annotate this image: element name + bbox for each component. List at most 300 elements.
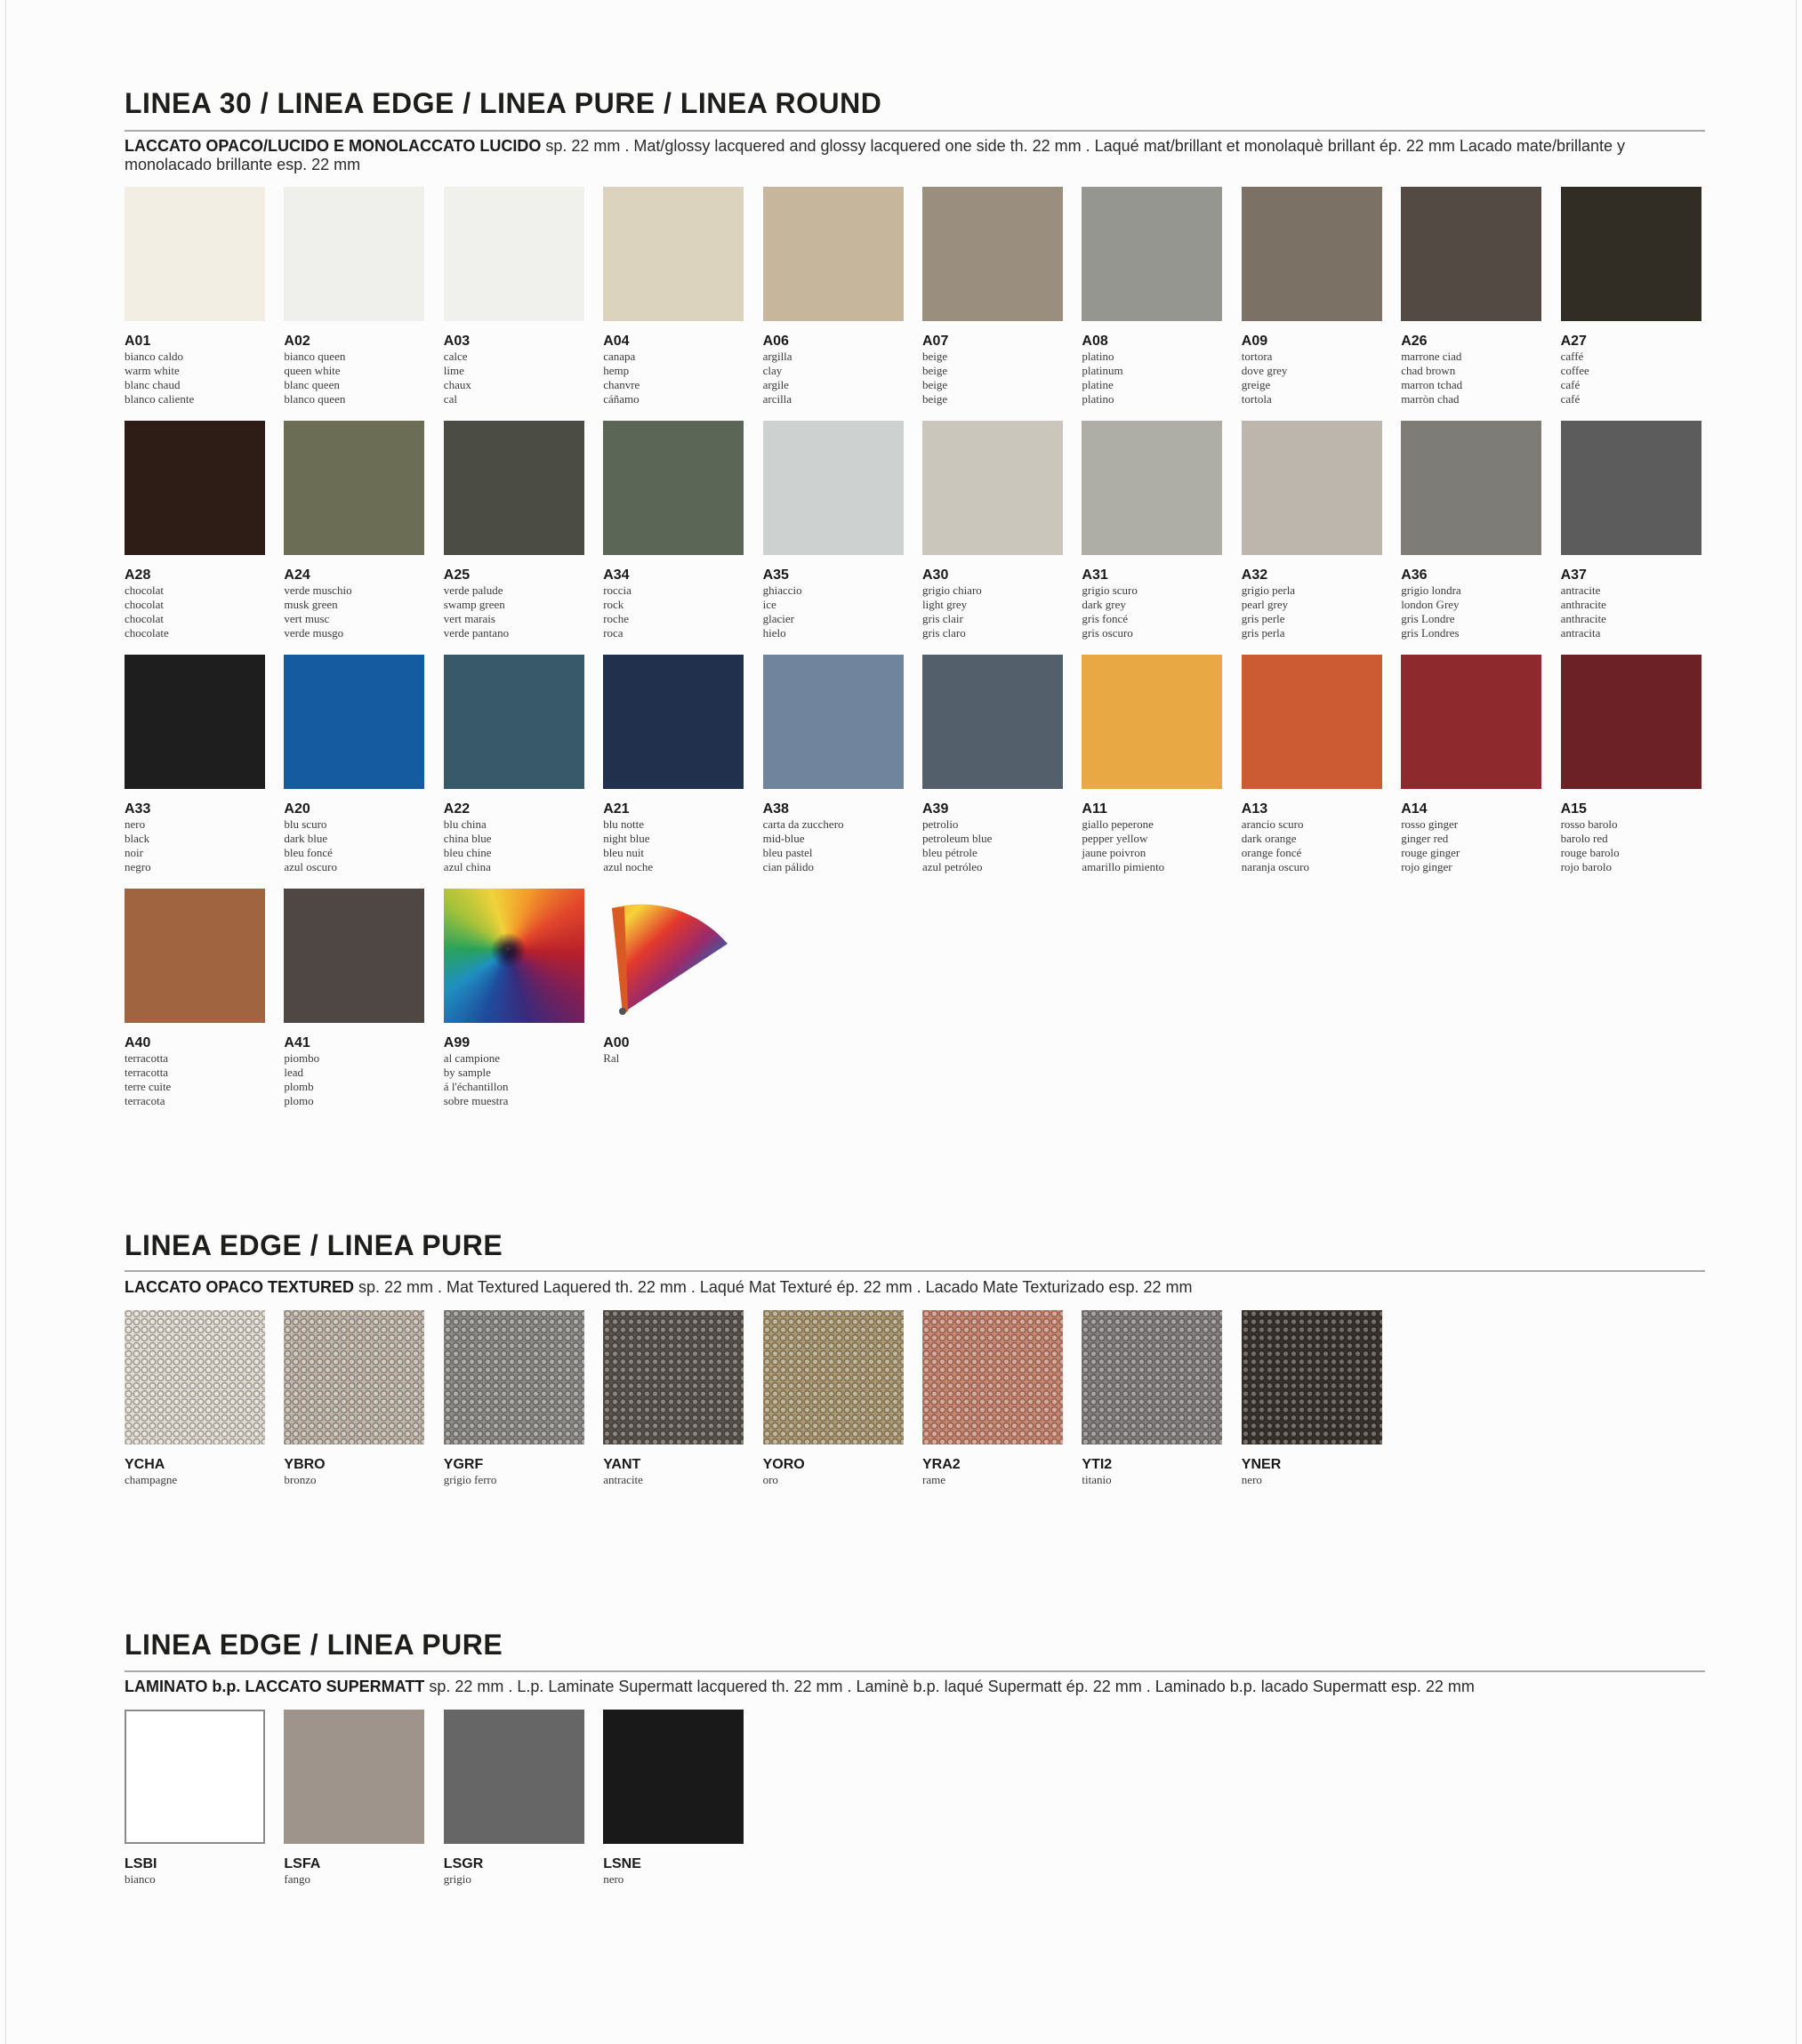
- color-chip: [922, 187, 1063, 321]
- swatch-name: vert musc: [284, 612, 330, 625]
- swatch-name: london Grey: [1401, 598, 1460, 611]
- swatch-name: gris Londre: [1401, 612, 1455, 625]
- swatch-name: noir: [125, 846, 143, 859]
- swatch-name: bianco caldo: [125, 350, 184, 363]
- swatch-name: champagne: [125, 1473, 178, 1486]
- swatch-a99: [444, 889, 604, 1108]
- swatch-lsgr: [444, 1710, 604, 1887]
- swatch-name: café: [1560, 392, 1581, 406]
- swatch-name: argile: [762, 378, 789, 391]
- swatch-code: A20: [284, 801, 310, 817]
- color-chip: [284, 1710, 424, 1844]
- swatch-code: YCHA: [125, 1457, 165, 1472]
- swatch-name: grigio perla: [1241, 583, 1296, 597]
- swatch-name: verde pantano: [443, 626, 510, 640]
- page-edge-right: [1796, 0, 1797, 2044]
- swatch-name: gris oscuro: [1082, 626, 1133, 640]
- swatch-name: verde muschio: [284, 583, 352, 597]
- swatch-name: petrolio: [922, 817, 959, 831]
- color-chip: [603, 187, 744, 321]
- swatch-name: bleu pastel: [762, 846, 813, 859]
- swatch-name: argilla: [762, 350, 792, 363]
- swatch-code: A99: [443, 1035, 471, 1050]
- swatch-name: calce: [443, 350, 468, 363]
- swatch-name: blu notte: [603, 817, 645, 831]
- color-chip: [1082, 421, 1222, 555]
- swatch-name: pearl grey: [1241, 598, 1289, 611]
- color-chip: [1561, 421, 1701, 555]
- color-chip: [1082, 187, 1222, 321]
- swatch-code: YGRF: [443, 1457, 484, 1472]
- swatch-code: A03: [443, 334, 471, 349]
- swatch-name: glacier: [762, 612, 794, 625]
- swatch-code: A32: [1241, 567, 1268, 583]
- swatch-code: A34: [603, 567, 630, 583]
- swatch-name: piombo: [284, 1051, 320, 1065]
- swatch-a02: [284, 187, 444, 406]
- swatch-ybro: [284, 1310, 444, 1487]
- swatch-a25: [444, 421, 604, 640]
- swatch-code: A00: [603, 1035, 630, 1050]
- swatch-name: arancio scuro: [1241, 817, 1304, 831]
- swatch-name: roccia: [603, 583, 632, 597]
- swatch-name: petroleum blue: [922, 832, 993, 845]
- color-chip: [763, 655, 904, 789]
- swatch-name: giallo peperone: [1082, 817, 1154, 831]
- section-title: LINEA EDGE / LINEA PURE: [125, 1229, 503, 1261]
- swatch-name: blanco queen: [284, 392, 346, 406]
- swatch-name: azul oscuro: [284, 860, 337, 873]
- swatch-name: china blue: [443, 832, 492, 845]
- swatch-name: titanio: [1082, 1473, 1112, 1486]
- color-chip: [1242, 187, 1382, 321]
- swatch-a41: [284, 889, 444, 1108]
- swatch-a20: [284, 655, 444, 874]
- swatch-code: A21: [603, 801, 630, 817]
- swatch-a26: [1401, 187, 1561, 406]
- swatch-name: antracite: [603, 1473, 643, 1486]
- swatch-name: verde musgo: [284, 626, 344, 640]
- swatch-code: A07: [922, 334, 949, 349]
- swatch-a28: [125, 421, 285, 640]
- swatch-name: blu scuro: [284, 817, 327, 831]
- swatch-code: A30: [922, 567, 949, 583]
- swatch-lsfa: [284, 1710, 444, 1887]
- swatch-name: swamp green: [443, 598, 505, 611]
- swatch-code: A15: [1560, 801, 1587, 817]
- swatch-name: bleu pétrole: [922, 846, 977, 859]
- color-chip: [284, 187, 424, 321]
- swatch-name: chocolate: [125, 626, 169, 640]
- swatch-name: antracita: [1560, 626, 1601, 640]
- swatch-name: grigio scuro: [1082, 583, 1138, 597]
- swatch-name: lead: [284, 1066, 304, 1079]
- swatch-code: A11: [1082, 801, 1107, 817]
- swatch-name: carta da zucchero: [762, 817, 844, 831]
- swatch-a00: [603, 889, 763, 1066]
- swatch-ygrf: [444, 1310, 604, 1487]
- swatch-ycha: [125, 1310, 285, 1487]
- swatch-a08: [1082, 187, 1242, 406]
- swatch-name: greige: [1241, 378, 1271, 391]
- swatch-name: platino: [1082, 392, 1114, 406]
- swatch-name: plomb: [284, 1080, 314, 1093]
- swatch-name: by sample: [443, 1066, 491, 1079]
- swatch-a38: [763, 655, 923, 874]
- swatch-code: LSBI: [125, 1856, 157, 1871]
- color-chip: [1242, 655, 1382, 789]
- color-chip: [1242, 1310, 1382, 1444]
- swatch-name: azul petróleo: [922, 860, 983, 873]
- swatch-name: marron tchad: [1401, 378, 1463, 391]
- swatch-name: ginger red: [1401, 832, 1449, 845]
- subtitle-bold: LACCATO OPACO/LUCIDO E MONOLACCATO LUCIDO: [125, 137, 542, 155]
- swatch-name: anthracite: [1560, 598, 1606, 611]
- section-divider: [125, 1270, 1705, 1272]
- swatch-code: YANT: [603, 1457, 641, 1472]
- swatch-name: terracotta: [125, 1051, 169, 1065]
- swatch-code: A26: [1401, 334, 1428, 349]
- swatch-name: rosso barolo: [1560, 817, 1618, 831]
- swatch-name: beige: [922, 350, 948, 363]
- swatch-a06: [763, 187, 923, 406]
- swatch-code: A09: [1241, 334, 1268, 349]
- page-edge-left: [5, 0, 6, 2044]
- swatch-name: bianco: [125, 1872, 156, 1886]
- color-chip: [1401, 421, 1541, 555]
- subtitle-bold: LACCATO OPACO TEXTURED: [125, 1278, 355, 1296]
- swatch-name: naranja oscuro: [1241, 860, 1309, 873]
- swatch-yner: [1242, 1310, 1402, 1487]
- swatch-name: rock: [603, 598, 624, 611]
- swatch-name: beige: [922, 364, 948, 377]
- swatch-a22: [444, 655, 604, 874]
- swatch-name: black: [125, 832, 150, 845]
- swatch-name: rojo ginger: [1401, 860, 1452, 873]
- swatch-name: gris clair: [922, 612, 963, 625]
- subtitle-bold: LAMINATO b.p. LACCATO SUPERMATT: [125, 1678, 425, 1695]
- swatch-name: nero: [603, 1872, 624, 1886]
- swatch-name: fango: [284, 1872, 310, 1886]
- swatch-code: A28: [125, 567, 151, 583]
- color-chip: [1082, 655, 1222, 789]
- swatch-name: bianco queen: [284, 350, 346, 363]
- swatch-name: grigio: [443, 1872, 471, 1886]
- swatch-code: LSGR: [443, 1856, 484, 1871]
- swatch-name: pepper yellow: [1082, 832, 1148, 845]
- swatch-name: warm white: [125, 364, 180, 377]
- swatch-name: lime: [443, 364, 464, 377]
- color-chip: [284, 889, 424, 1023]
- color-chip: [125, 187, 265, 321]
- swatch-name: amarillo pimiento: [1082, 860, 1165, 873]
- swatch-code: LSFA: [284, 1856, 321, 1871]
- swatch-code: A04: [603, 334, 630, 349]
- swatch-code: A25: [443, 567, 471, 583]
- swatch-code: YORO: [762, 1457, 805, 1472]
- swatch-name: grigio ferro: [443, 1473, 497, 1486]
- swatch-name: tortola: [1241, 392, 1272, 406]
- swatch-a15: [1561, 655, 1721, 874]
- swatch-name: beige: [922, 392, 948, 406]
- swatch-name: arcilla: [762, 392, 792, 406]
- swatch-a24: [284, 421, 444, 640]
- swatch-a13: [1242, 655, 1402, 874]
- swatch-name: cáñamo: [603, 392, 640, 406]
- section-subtitle: [125, 1278, 1690, 1297]
- swatch-name: canapa: [603, 350, 636, 363]
- color-chip: [1561, 655, 1701, 789]
- section-title: LINEA EDGE / LINEA PURE: [125, 1629, 503, 1661]
- swatch-yti2: [1082, 1310, 1242, 1487]
- swatch-name: nero: [125, 817, 146, 831]
- color-chip: [444, 421, 584, 555]
- swatch-name: rame: [922, 1473, 945, 1486]
- swatch-name: clay: [762, 364, 783, 377]
- swatch-name: gris Londres: [1401, 626, 1460, 640]
- swatch-a09: [1242, 187, 1402, 406]
- section-divider: [125, 1670, 1705, 1672]
- swatch-name: terre cuite: [125, 1080, 172, 1093]
- swatch-name: marrone ciad: [1401, 350, 1462, 363]
- swatch-name: dove grey: [1241, 364, 1288, 377]
- swatch-a07: [922, 187, 1082, 406]
- swatch-name: queen white: [284, 364, 341, 377]
- swatch-name: caffé: [1560, 350, 1584, 363]
- swatch-code: A31: [1082, 567, 1108, 583]
- swatch-name: dark blue: [284, 832, 328, 845]
- swatch-name: blanc chaud: [125, 378, 181, 391]
- color-chip: [1401, 655, 1541, 789]
- swatch-name: tortora: [1241, 350, 1273, 363]
- color-chip: [284, 421, 424, 555]
- swatch-code: YNER: [1241, 1457, 1282, 1472]
- swatch-name: terracotta: [125, 1066, 169, 1079]
- color-chip: [603, 1310, 744, 1444]
- swatch-code: A41: [284, 1035, 310, 1050]
- swatch-code: A38: [762, 801, 789, 817]
- swatch-name: hemp: [603, 364, 630, 377]
- color-chip: [444, 655, 584, 789]
- swatch-name: rouge ginger: [1401, 846, 1460, 859]
- swatch-a40: [125, 889, 285, 1108]
- swatch-yoro: [763, 1310, 923, 1487]
- swatch-code: A40: [125, 1035, 151, 1050]
- color-chip: [444, 1310, 584, 1444]
- swatch-name: bleu chine: [443, 846, 492, 859]
- swatch-code: A01: [125, 334, 151, 349]
- swatch-name: cal: [443, 392, 457, 406]
- swatch-code: YTI2: [1082, 1457, 1113, 1472]
- swatch-name: plomo: [284, 1094, 314, 1107]
- swatch-a33: [125, 655, 285, 874]
- swatch-name: chocolat: [125, 598, 165, 611]
- swatch-code: A36: [1401, 567, 1428, 583]
- color-chip: [125, 421, 265, 555]
- color-chip: [284, 1310, 424, 1444]
- swatch-name: rosso ginger: [1401, 817, 1459, 831]
- swatch-name: dark grey: [1082, 598, 1126, 611]
- swatch-code: A08: [1082, 334, 1108, 349]
- swatch-name: platinum: [1082, 364, 1123, 377]
- swatch-name: terracota: [125, 1094, 165, 1107]
- swatch-a35: [763, 421, 923, 640]
- swatch-a34: [603, 421, 763, 640]
- swatch-name: café: [1560, 378, 1581, 391]
- color-chip: [603, 421, 744, 555]
- color-chip: [763, 187, 904, 321]
- swatch-name: blanc queen: [284, 378, 340, 391]
- swatch-code: A27: [1560, 334, 1587, 349]
- ral-fan-deck-image: [603, 889, 744, 1023]
- swatch-name: musk green: [284, 598, 338, 611]
- color-chip: [1561, 187, 1701, 321]
- swatch-name: ghiaccio: [762, 583, 802, 597]
- color-chip: [1082, 1310, 1222, 1444]
- swatch-name: bleu foncé: [284, 846, 333, 859]
- swatch-a03: [444, 187, 604, 406]
- rainbow-swirl-image: [444, 889, 584, 1023]
- color-chip: [922, 421, 1063, 555]
- swatch-code: A14: [1401, 801, 1428, 817]
- section-subtitle: [125, 1678, 1690, 1696]
- swatch-code: A02: [284, 334, 310, 349]
- swatch-name: blanco caliente: [125, 392, 195, 406]
- color-chip: [922, 655, 1063, 789]
- subtitle-text: sp. 22 mm . Mat/glossy lacquered and glossy lacquered one side th. 22 mm . Laqué mat/brillant et monolaquè brillant ép. 22 mm Lacado mate/brillante y monolacado brillante esp. 22 mm: [125, 137, 1625, 173]
- color-chip: [284, 655, 424, 789]
- swatch-name: bleu nuit: [603, 846, 645, 859]
- section-title: LINEA 30 / LINEA EDGE / LINEA PURE / LINEA ROUND: [125, 87, 882, 119]
- color-chip: [763, 1310, 904, 1444]
- swatch-name: azul noche: [603, 860, 654, 873]
- swatch-name: chaux: [443, 378, 471, 391]
- swatch-name: hielo: [762, 626, 786, 640]
- subtitle-text: sp. 22 mm . L.p. Laminate Supermatt lacquered th. 22 mm . Laminè b.p. laqué Supermatt ép. 22 mm . Laminado b.p. lacado Supermatt esp. 22 mm: [424, 1678, 1475, 1695]
- swatch-name: roca: [603, 626, 623, 640]
- swatch-a21: [603, 655, 763, 874]
- swatch-code: A06: [762, 334, 789, 349]
- swatch-code: A37: [1560, 567, 1587, 583]
- swatch-name: orange foncé: [1241, 846, 1302, 859]
- swatch-code: A33: [125, 801, 151, 817]
- swatch-name: á l'échantillon: [443, 1080, 509, 1093]
- color-chip: [922, 1310, 1063, 1444]
- swatch-name: gris perle: [1241, 612, 1285, 625]
- swatch-name: rouge barolo: [1560, 846, 1620, 859]
- swatch-a36: [1401, 421, 1561, 640]
- swatch-code: A24: [284, 567, 310, 583]
- swatch-name: chad brown: [1401, 364, 1456, 377]
- swatch-name: antracite: [1560, 583, 1601, 597]
- color-chip: [444, 1710, 584, 1844]
- swatch-name: bronzo: [284, 1473, 317, 1486]
- swatch-name: verde palude: [443, 583, 503, 597]
- swatch-name: chocolat: [125, 583, 165, 597]
- swatch-code: A13: [1241, 801, 1268, 817]
- swatch-name: oro: [762, 1473, 778, 1486]
- swatch-yra2: [922, 1310, 1082, 1487]
- swatch-a04: [603, 187, 763, 406]
- swatch-name: sobre muestra: [443, 1094, 509, 1107]
- swatch-name: nero: [1241, 1473, 1262, 1486]
- fan-deck-icon: [603, 889, 744, 1023]
- swatch-name: gris claro: [922, 626, 966, 640]
- swatch-lsne: [603, 1710, 763, 1887]
- swatch-name: platino: [1082, 350, 1114, 363]
- swatch-name: coffee: [1560, 364, 1589, 377]
- section-divider: [125, 130, 1705, 132]
- swatch-a31: [1082, 421, 1242, 640]
- swatch-name: vert marais: [443, 612, 495, 625]
- swatch-name: ice: [762, 598, 776, 611]
- swatch-name: Ral: [603, 1051, 620, 1065]
- swatch-lsbi: [125, 1710, 285, 1887]
- color-chip: [1401, 187, 1541, 321]
- color-chip: [1242, 421, 1382, 555]
- swatch-name: cian pálido: [762, 860, 814, 873]
- swatch-name: light grey: [922, 598, 968, 611]
- swatch-name: anthracite: [1560, 612, 1606, 625]
- swatch-code: YRA2: [922, 1457, 961, 1472]
- swatch-a11: [1082, 655, 1242, 874]
- section-subtitle: [125, 137, 1690, 174]
- swatch-code: A35: [762, 567, 789, 583]
- swatch-code: YBRO: [284, 1457, 326, 1472]
- swatch-name: blu china: [443, 817, 487, 831]
- swatch-name: rojo barolo: [1560, 860, 1612, 873]
- swatch-a39: [922, 655, 1082, 874]
- swatch-name: grigio londra: [1401, 583, 1461, 597]
- swatch-name: platine: [1082, 378, 1114, 391]
- swatch-a27: [1561, 187, 1721, 406]
- swatch-name: chocolat: [125, 612, 165, 625]
- color-chip: [125, 1310, 265, 1444]
- swatch-code: A22: [443, 801, 471, 817]
- color-chip: [444, 187, 584, 321]
- swatch-a01: [125, 187, 285, 406]
- swatch-name: al campione: [443, 1051, 500, 1065]
- subtitle-text: sp. 22 mm . Mat Textured Laquered th. 22 mm . Laqué Mat Texturé ép. 22 mm . Lacado Mate Texturizado esp. 22 mm: [354, 1278, 1193, 1296]
- swatch-name: negro: [125, 860, 151, 873]
- swatch-code: A39: [922, 801, 949, 817]
- color-chip: [125, 655, 265, 789]
- swatch-a37: [1561, 421, 1721, 640]
- swatch-name: azul china: [443, 860, 491, 873]
- swatch-name: dark orange: [1241, 832, 1297, 845]
- swatch-name: gris perla: [1241, 626, 1285, 640]
- swatch-a30: [922, 421, 1082, 640]
- swatch-code: LSNE: [603, 1856, 641, 1871]
- swatch-name: beige: [922, 378, 948, 391]
- color-chip: [763, 421, 904, 555]
- color-chip: [603, 655, 744, 789]
- swatch-name: roche: [603, 612, 630, 625]
- swatch-name: jaune poivron: [1082, 846, 1146, 859]
- swatch-name: marròn chad: [1401, 392, 1460, 406]
- swatch-name: barolo red: [1560, 832, 1608, 845]
- swatch-a14: [1401, 655, 1561, 874]
- swatch-name: grigio chiaro: [922, 583, 982, 597]
- swatch-name: night blue: [603, 832, 650, 845]
- swatch-yant: [603, 1310, 763, 1487]
- color-chip: [125, 1710, 265, 1844]
- color-chip: [603, 1710, 744, 1844]
- swatch-name: mid-blue: [762, 832, 805, 845]
- color-chip: [125, 889, 265, 1023]
- swatch-name: chanvre: [603, 378, 640, 391]
- swatch-a32: [1242, 421, 1402, 640]
